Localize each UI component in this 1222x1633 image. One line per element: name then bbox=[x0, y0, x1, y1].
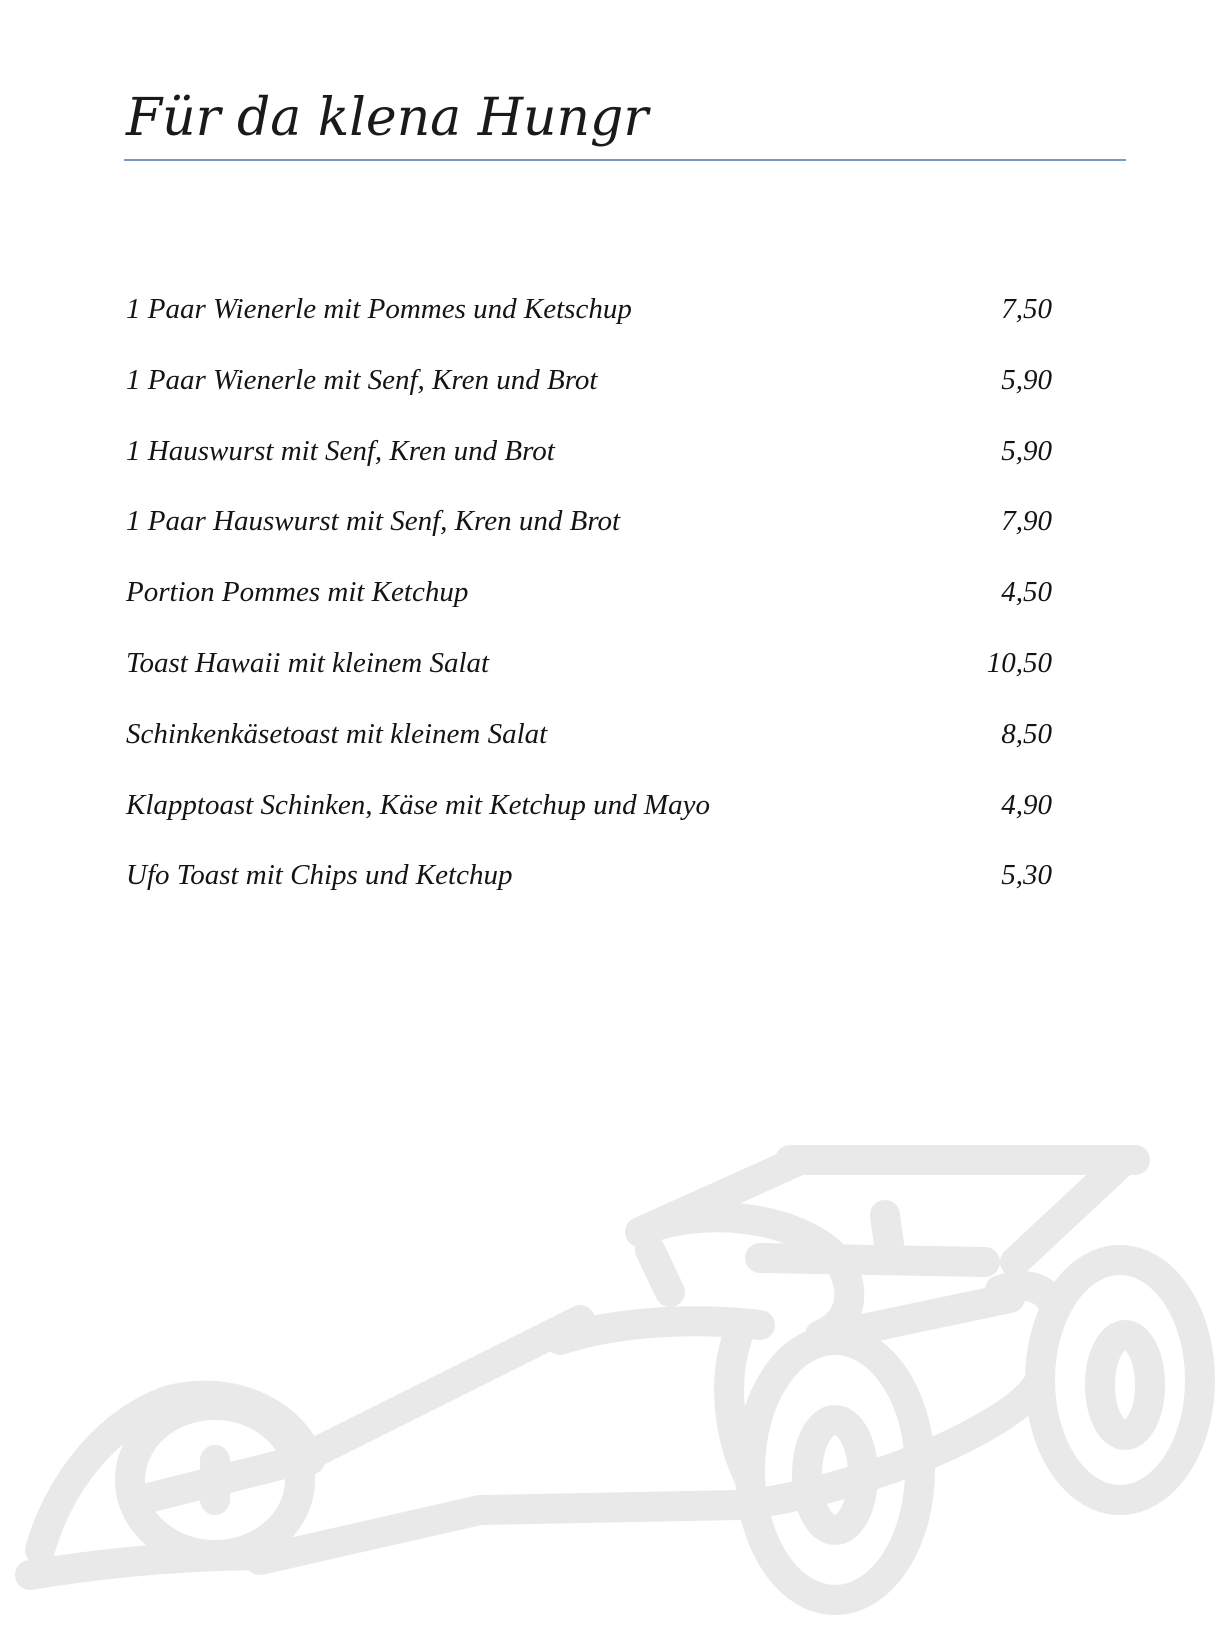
menu-item-name: Schinkenkäsetoast mit kleinem Salat bbox=[126, 717, 548, 750]
menu-item-price: 5,30 bbox=[1001, 859, 1052, 892]
menu-item-name: 1 Paar Wienerle mit Pommes und Ketschup bbox=[126, 293, 632, 325]
menu-item-price: 7,50 bbox=[1001, 293, 1052, 325]
menu-item-price: 5,90 bbox=[1001, 363, 1052, 396]
menu-item-name: 1 Paar Hauswurst mit Senf, Kren und Brot bbox=[126, 505, 621, 538]
menu-item-name: Ufo Toast mit Chips und Ketchup bbox=[126, 859, 513, 892]
menu-item bbox=[126, 292, 1052, 363]
menu-item-price: 10,50 bbox=[986, 646, 1052, 679]
menu-item bbox=[126, 363, 1052, 434]
menu-item-price: 5,90 bbox=[1001, 434, 1052, 467]
race-car-icon bbox=[0, 1130, 1222, 1633]
menu-item-price: 8,50 bbox=[1001, 717, 1052, 750]
menu-item bbox=[126, 575, 1052, 646]
menu-item bbox=[126, 717, 1052, 788]
menu-item-name: Klapptoast Schinken, Käse mit Ketchup und Mayo bbox=[126, 788, 710, 821]
menu-item bbox=[126, 788, 1052, 859]
menu-item bbox=[126, 646, 1052, 717]
menu-item-name: 1 Hauswurst mit Senf, Kren und Brot bbox=[126, 434, 555, 467]
menu-item-price: 4,90 bbox=[1001, 788, 1052, 821]
menu-item bbox=[126, 434, 1052, 505]
menu-item bbox=[126, 858, 1052, 929]
menu-item-price: 7,90 bbox=[1001, 505, 1052, 538]
menu-item-name: 1 Paar Wienerle mit Senf, Kren und Brot bbox=[126, 363, 598, 396]
menu-item-price: 4,50 bbox=[1001, 576, 1052, 609]
menu-item-name: Portion Pommes mit Ketchup bbox=[126, 576, 469, 609]
menu-item-name: Toast Hawaii mit kleinem Salat bbox=[126, 646, 490, 679]
title-divider bbox=[124, 159, 1126, 161]
page-title: Für da klena Hungr bbox=[126, 88, 649, 148]
menu-list bbox=[126, 292, 1052, 929]
menu-item bbox=[126, 504, 1052, 575]
